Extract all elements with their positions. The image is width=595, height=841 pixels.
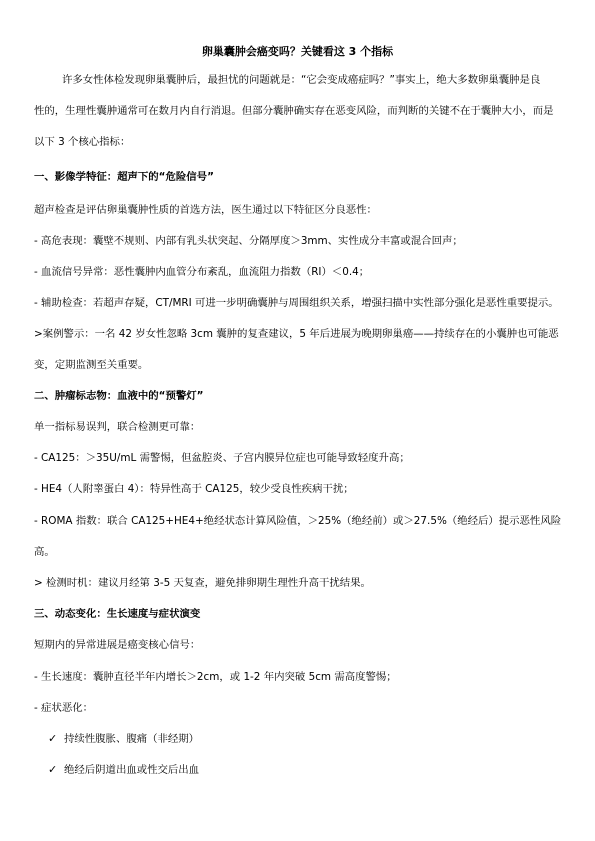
section2-lead: 单一指标易误判，联合检测更可靠： — [34, 421, 201, 433]
section1-lead: 超声检查是评估卵巢囊肿性质的首选方法，医生通过以下特征区分良恶性： — [34, 204, 377, 216]
section1-case-line-1: >案例警示：一名 42 岁女性忽略 3cm 囊肿的复查建议，5 年后进展为晚期卵巢癌——持续存在的小囊肿也可能恶 — [34, 328, 559, 340]
intro-line-3: 以下 3 个核心指标： — [34, 136, 131, 148]
section2-timing-note: > 检测时机：建议月经第 3-5 天复查，避免排卵期生理性升高干扰结果。 — [34, 577, 371, 589]
section3-item-1: - 生长速度：囊肿直径半年内增长＞2cm，或 1-2 年内突破 5cm 需高度警惕； — [34, 671, 397, 683]
section3-heading: 三、动态变化：生长速度与症状演变 — [34, 608, 201, 620]
section1-heading: 一、影像学特征：超声下的“危险信号” — [34, 171, 214, 183]
section2-item-3-continued: 高。 — [34, 546, 55, 558]
section3-item-2: - 症状恶化： — [34, 702, 94, 714]
document-title: 卵巢囊肿会癌变吗？关键看这 3 个指标 — [201, 45, 394, 58]
section1-item-3: - 辅助检查：若超声存疑，CT/MRI 可进一步明确囊肿与周围组织关系，增强扫描中实性部分强化是恶性重要提示。 — [34, 297, 559, 309]
section2-item-3: - ROMA 指数：联合 CA125+HE4+绝经状态计算风险值，＞25%（绝经前）或＞27.5%（绝经后）提示恶性风险 — [34, 515, 562, 527]
check-icon: ✓ — [48, 763, 58, 776]
section2-item-2: - HE4（人附睾蛋白 4）：特异性高于 CA125，较少受良性疾病干扰； — [34, 483, 354, 495]
section1-item-1: - 高危表现：囊壁不规则、内部有乳头状突起、分隔厚度＞3mm、实性成分丰富或混合回声； — [34, 235, 463, 247]
symptom-item-1: 持续性腹胀、腹痛（非经期） — [64, 733, 200, 745]
intro-line-2: 性的，生理性囊肿通常可在数月内自行消退。但部分囊肿确实存在恶变风险，而判断的关键不在于囊肿大小，而是 — [34, 105, 554, 117]
symptom-item-2: 绝经后阴道出血或性交后出血 — [64, 764, 200, 776]
section1-item-2: - 血流信号异常：恶性囊肿内血管分布紊乱，血流阻力指数（RI）＜0.4； — [34, 266, 370, 278]
section2-item-1: - CA125：＞35U/mL 需警惕，但盆腔炎、子宫内膜异位症也可能导致轻度升高； — [34, 452, 410, 464]
check-icon: ✓ — [48, 732, 58, 745]
section3-lead: 短期内的异常进展是癌变核心信号： — [34, 639, 201, 651]
section2-heading: 二、肿瘤标志物：血液中的“预警灯” — [34, 390, 204, 402]
section1-case-line-2: 变，定期监测至关重要。 — [34, 359, 149, 371]
intro-line-1: 许多女性体检发现卵巢囊肿后，最担忧的问题就是：“它会变成癌症吗？”事实上，绝大多数卵巢囊肿是良 — [62, 74, 541, 86]
